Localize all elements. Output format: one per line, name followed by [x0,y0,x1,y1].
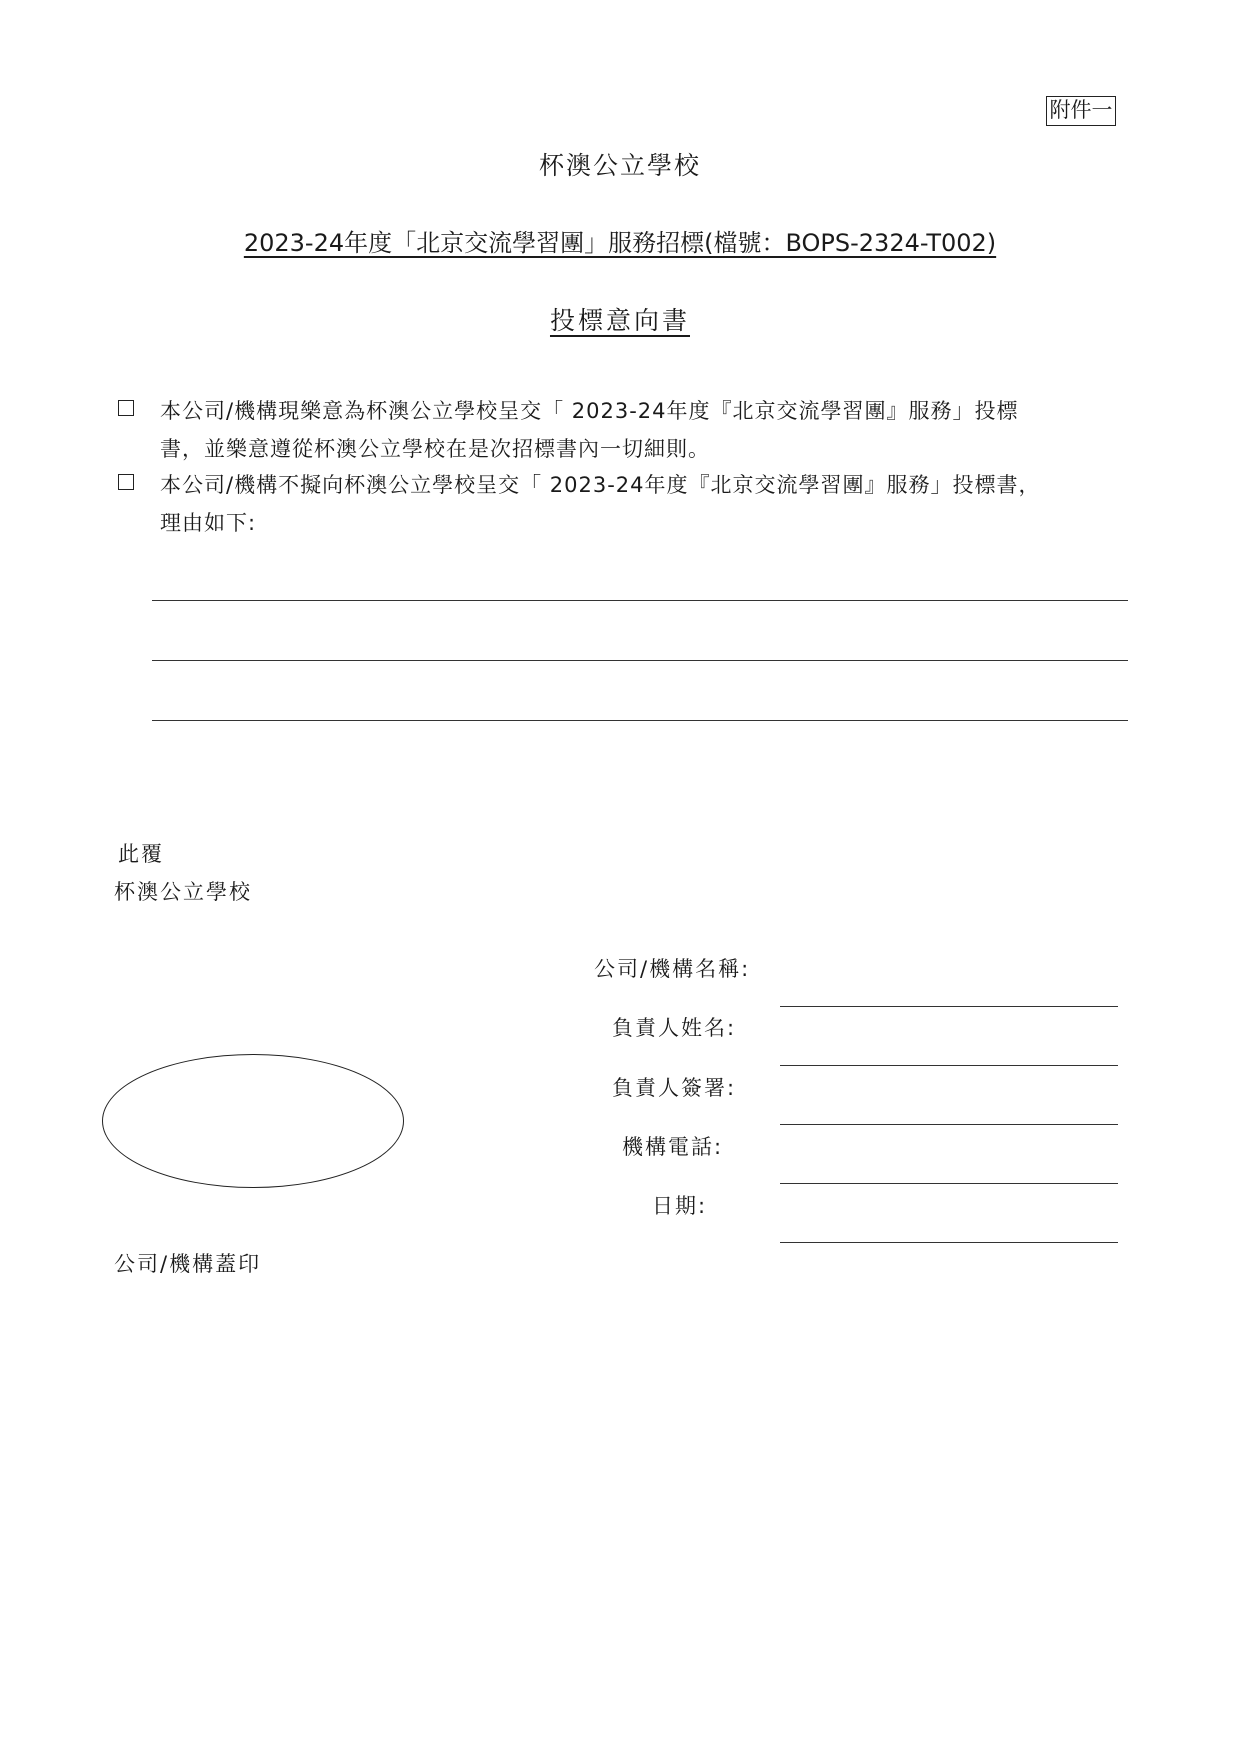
annex-label: 附件一 [1046,96,1116,126]
option-willing-line-1: 本公司/機構現樂意為杯澳公立學校呈交「 2023-24年度『北京交流學習團』服務」投標 [160,399,1019,423]
phone-label: 機構電話: [622,1135,724,1159]
person-name-label: 負責人姓名: [612,1016,737,1040]
option-willing [160,392,1120,468]
company-name-label: 公司/機構名稱: [594,957,751,981]
option-willing-line-2: 書，並樂意遵從杯澳公立學校在是次招標書內一切細則。 [160,437,710,461]
signature-line[interactable] [780,1124,1118,1125]
option-decline [160,466,1120,542]
tender-title [0,223,1240,258]
date-line[interactable] [780,1242,1118,1243]
person-name-line[interactable] [780,1065,1118,1066]
company-name-line[interactable] [780,1006,1118,1007]
school-title: 杯澳公立學校 [538,151,701,180]
document-title [0,301,1240,337]
signature-label: 負責人簽署: [612,1076,737,1100]
option-decline-line-2: 理由如下: [160,511,257,535]
seal-label: 公司/機構蓋印 [114,1252,262,1276]
reason-line-3[interactable] [152,720,1128,721]
closing-regards: 此覆 [118,842,164,866]
company-seal-area [102,1054,404,1188]
reason-line-1[interactable] [152,600,1128,601]
option-willing-checkbox[interactable] [118,400,134,416]
document-title-text: 投標意向書 [549,306,690,335]
reason-line-2[interactable] [152,660,1128,661]
tender-title-text: 2023-24年度「北京交流學習團」服務招標(檔號：BOPS-2324-T002) [243,229,997,257]
date-label: 日期: [652,1194,708,1218]
option-decline-line-1: 本公司/機構不擬向杯澳公立學校呈交「 2023-24年度『北京交流學習團』服務」投標書， [160,473,1041,497]
closing-recipient: 杯澳公立學校 [114,880,252,904]
phone-line[interactable] [780,1183,1118,1184]
option-decline-checkbox[interactable] [118,474,134,490]
